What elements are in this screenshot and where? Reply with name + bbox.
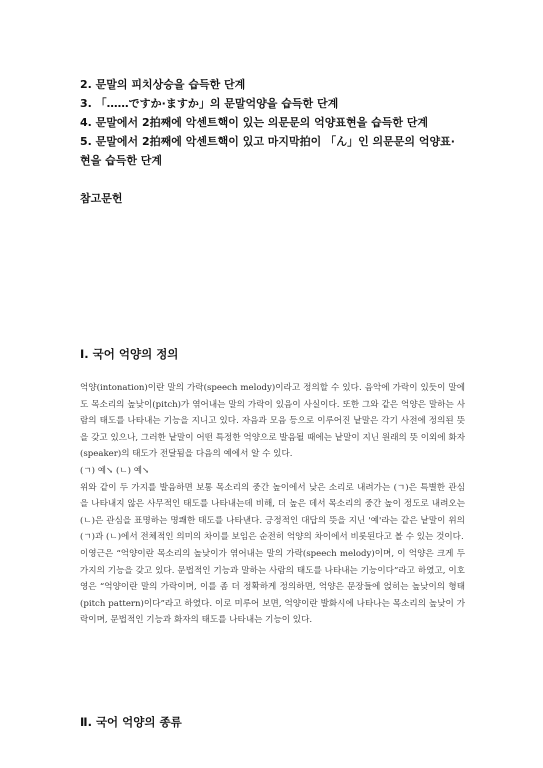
toc-item: 현을 습득한 단계 [80, 154, 163, 167]
references-heading: 참고문헌 [80, 192, 123, 205]
paragraph: 이영근은 “억양이란 목소리의 높낮이가 엮어내는 말의 가락(speech melody)이며, 이 억양은 크게 두 가지의 기능을 갖고 있다. 문법적인 기능과 말하는 사람의 태도를 나타내는 기능이다”라고 하였고, 이호영은 “억양이란 말의 가락이며, 이를 좀 더 정확하게 정의하면, 억양은 문장들에 얹히는 높낮이의 형태(pitch pattern)이다”라고 하였다. 이로 미루어 보면, 억양이란 발화시에 나타나는 목소리의 높낮이 가락이며, 문법적인 기능과 화자의 태도를 나타내는 기능이 있다. [80, 548, 465, 626]
paragraph: 억양(intonation)이란 말의 가락(speech melody)이라고 정의할 수 있다. 음악에 가락이 있듯이 말에도 목소리의 높낮이(pitch)가 엮어내는 말의 가락이 있음이 사실이다. 또한 그와 같은 억양은 말하는 사람의 태도를 나타내는 기능을 지니고 있다. 자음과 모음 등으로 이루어진 낱말은 각기 사전에 정의된 뜻을 갖고 있으나, 그러한 낱말이 어떤 특정한 억양으로 발음될 때에는 낱말이 지닌 원래의 뜻 이외에 화자(speaker)의 태도가 전달됨을 다음의 예에서 알 수 있다. [80, 383, 465, 460]
toc-item: 4. 문말에서 2拍째에 악센트핵이 있는 의문문의 억양표현을 습득한 단계 [80, 116, 429, 129]
toc-item: 3. 「……ですか·ますか」의 문말억양을 습득한 단계 [80, 97, 339, 110]
table-of-contents [80, 75, 480, 170]
paragraph: 위와 같이 두 가지를 발음하면 보통 목소리의 중간 높이에서 낮은 소리로 내려가는 (ㄱ)은 특별한 관심을 나타내지 않은 사무적인 태도를 나타내는데 비해, 더 높은 데서 목소리의 중간 높이 정도로 내려오는 (ㄴ)은 관심을 표명하는 명쾌한 태도를 나타낸다. 긍정적인 대답의 뜻을 지닌 '예'라는 같은 낱말이 위의 (ㄱ)과 (ㄴ)에서 전체적인 의미의 차이를 보임은 순전히 억양의 차이에서 비롯된다고 볼 수 있는 것이다. [80, 482, 465, 543]
toc-item: 5. 문말에서 2拍째에 악센트핵이 있고 마지막拍이 「ん」인 의문문의 억양표· [80, 135, 455, 148]
section-1-heading: Ⅰ. 국어 억양의 정의 [80, 347, 179, 361]
example-line: (ㄱ) 예↘ (ㄴ) 예↘ [80, 465, 150, 476]
section-1-body [80, 380, 465, 629]
section-2-heading: Ⅱ. 국어 억양의 종류 [80, 715, 182, 729]
toc-item: 2. 문말의 피치상승을 습득한 단계 [80, 78, 246, 91]
